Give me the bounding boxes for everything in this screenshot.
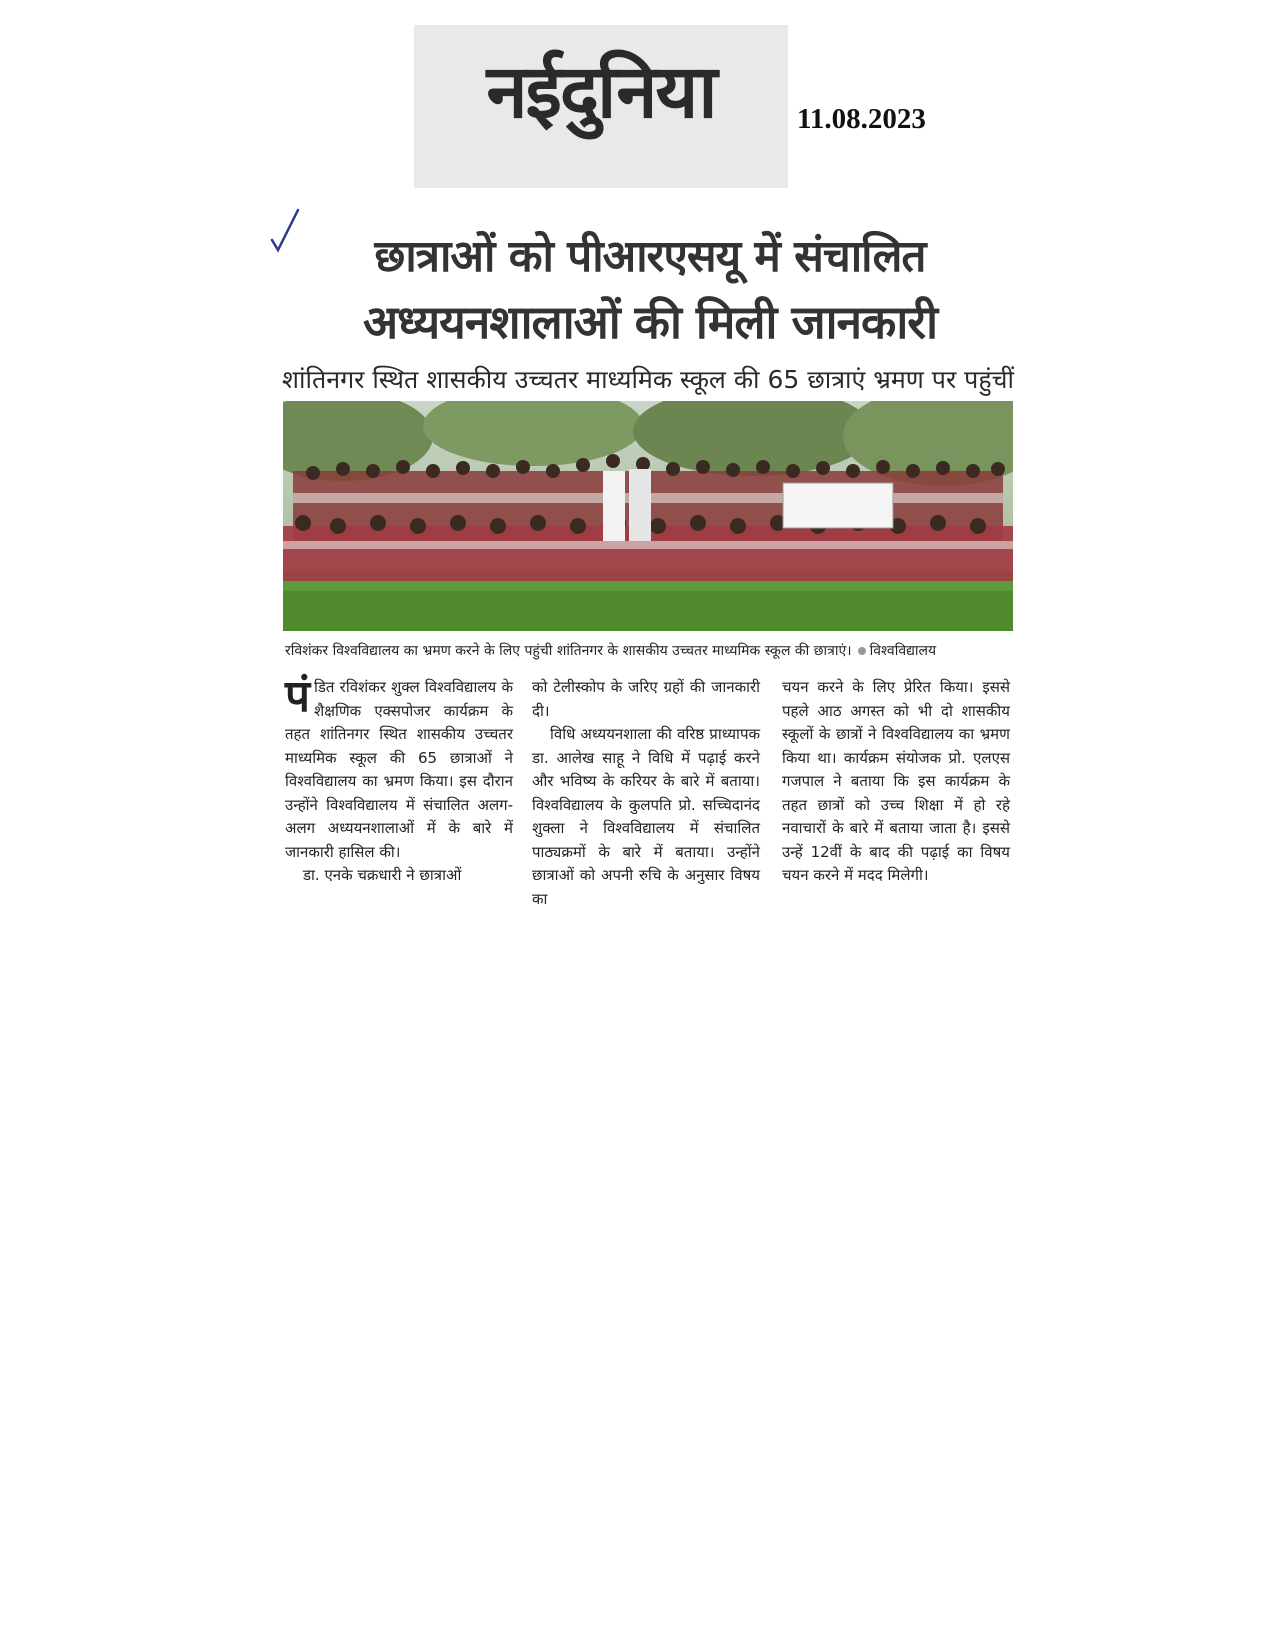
article-paragraph: डा. एनके चक्रधारी ने छात्राओं xyxy=(303,866,462,884)
article-paragraph: विधि अध्ययनशाला की वरिष्ठ प्राध्यापक डा. आलेख साहू ने विधि में पढ़ाई करने और भविष्य के करियर के बारे में बताया। विश्वविद्यालय के कुलपति प्रो. सच्चिदानंद शुक्ला ने विश्वविद्यालय में संचालित पाठ्यक्रमों के बारे में बताया। उन्होंने छात्राओं को अपनी रुचि के अनुसार विषय का xyxy=(532,725,760,908)
subheadline: शांतिनगर स्थित शासकीय उच्चतर माध्यमिक स्कूल की 65 छात्राएं भ्रमण पर पहुंचीं xyxy=(282,365,1015,394)
group-photo xyxy=(283,401,1013,631)
article-column-2 xyxy=(532,676,760,911)
bullet-icon xyxy=(858,647,866,655)
photo-caption xyxy=(285,641,1015,660)
newspaper-masthead xyxy=(414,25,788,188)
dropcap: पं xyxy=(285,671,310,722)
newspaper-name: नईदुनिया xyxy=(486,49,716,135)
article-paragraph: डित रविशंकर शुक्ल विश्वविद्यालय के शैक्षणिक एक्सपोजर कार्यक्रम के तहत शांतिनगर स्थित शासकीय उच्चतर माध्यमिक स्कूल की 65 छात्राओं ने विश्वविद्यालय का भ्रमण किया। इस दौरान उन्होंने विश्वविद्यालय में संचालित अलग-अलग अध्ययनशालाओं में के बारे में जानकारी हासिल की। xyxy=(285,678,513,861)
article-paragraph: चयन करने के लिए प्रेरित किया। इससे पहले आठ अगस्त को भी दो शासकीय स्कूलों के छात्रों ने विश्वविद्यालय का भ्रमण किया था। कार्यक्रम संयोजक प्रो. एलएस गजपाल ने बताया कि इस कार्यक्रम के तहत छात्रों को उच्च शिक्षा में हो रहे नवाचारों के बारे में बताया जाता है। इससे उन्हें 12वीं के बाद की पढ़ाई का विषय चयन करने में मदद मिलेगी। xyxy=(782,678,1010,884)
group-photo-illustration xyxy=(283,401,1013,631)
headline-line-1: छात्राओं को पीआरएसयू में संचालित xyxy=(374,231,926,282)
headline-line-2: अध्ययनशालाओं की मिली जानकारी xyxy=(363,295,937,349)
article-paragraph: को टेलीस्कोप के जरिए ग्रहों की जानकारी दी। xyxy=(532,678,760,720)
article-column-3 xyxy=(782,676,1010,888)
publication-date: 11.08.2023 xyxy=(797,103,926,135)
photo-credit: विश्वविद्यालय xyxy=(869,643,937,659)
article-column-1 xyxy=(285,671,513,888)
caption-text: रविशंकर विश्वविद्यालय का भ्रमण करने के लिए पहुंची शांतिनगर के शासकीय उच्चतर माध्यमिक स्कूल की छात्राएं। xyxy=(285,643,852,659)
